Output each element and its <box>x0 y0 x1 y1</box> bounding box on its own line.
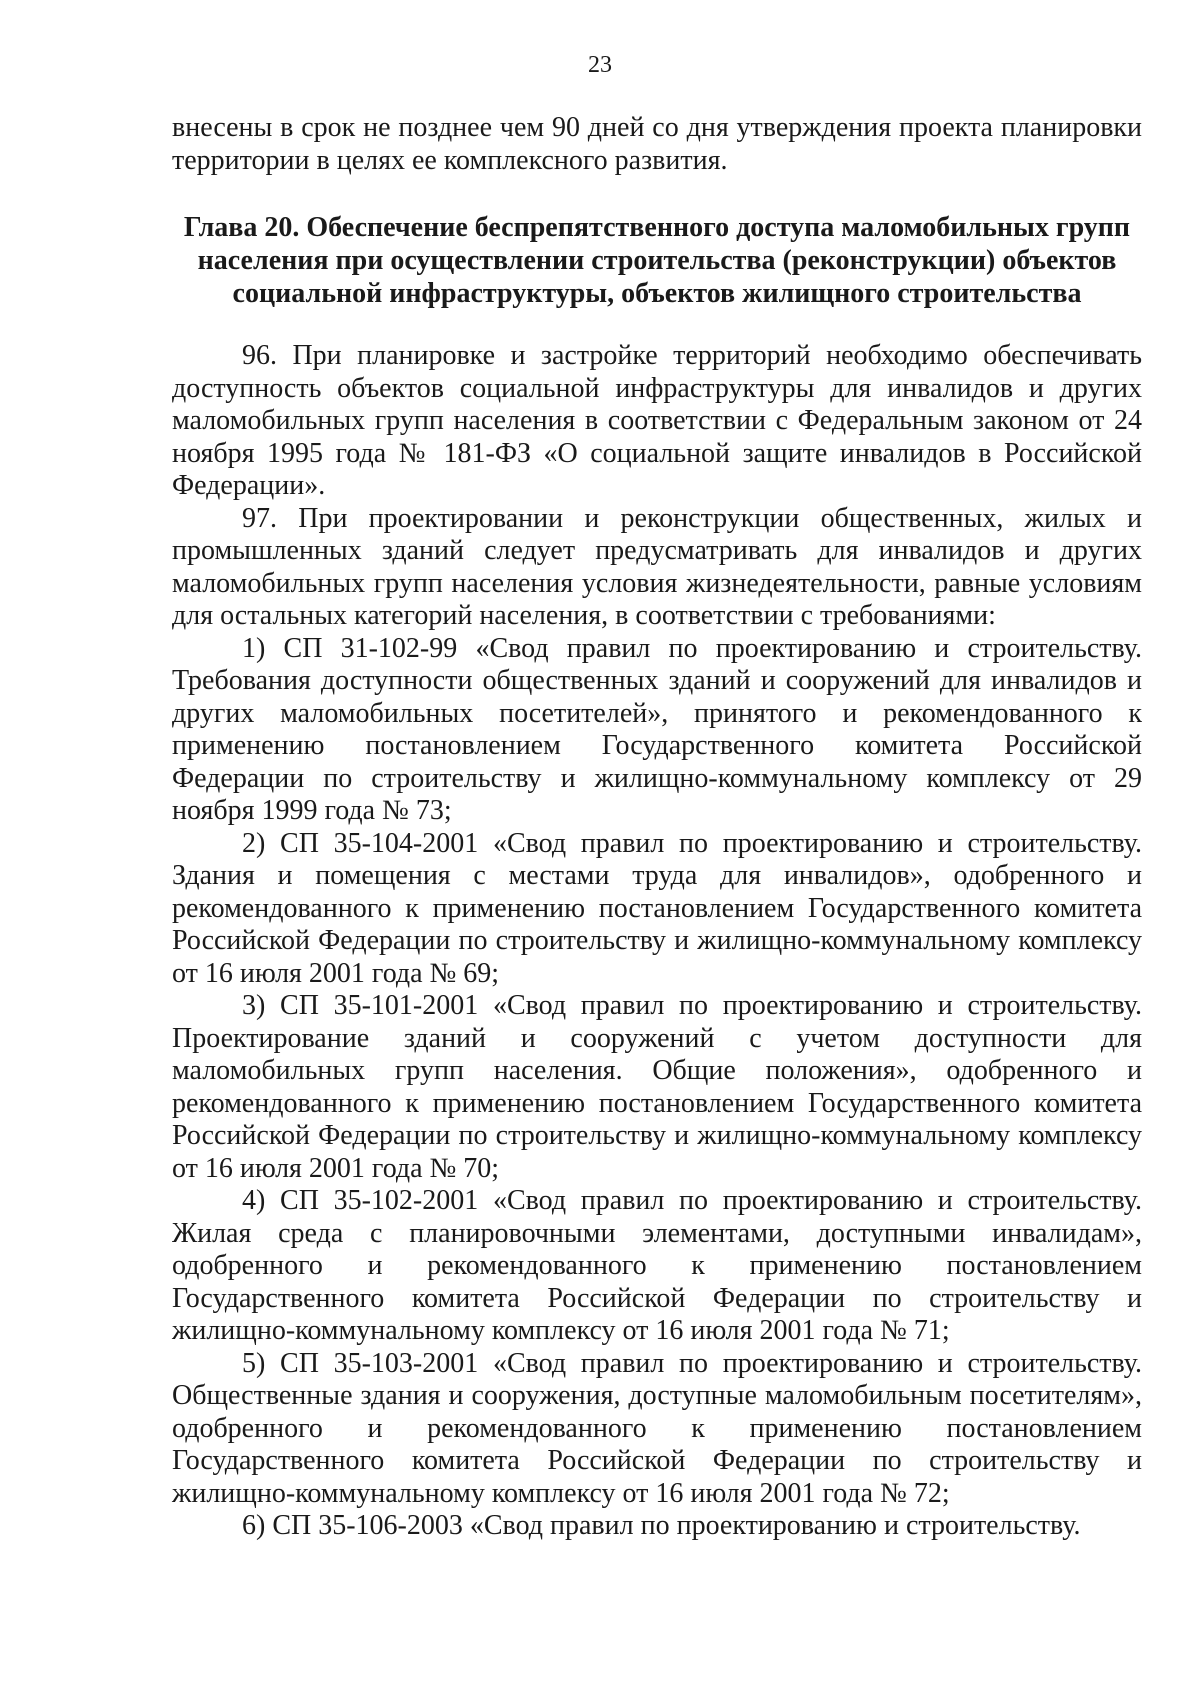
chapter-heading-line-3: социальной инфраструктуры, объектов жилищного строительства <box>232 278 1082 309</box>
page-number: 23 <box>588 52 612 78</box>
intro-paragraph: внесены в срок не позднее чем 90 дней со дня утверждения проекта планировки территории в целях ее комплексного развития. <box>172 112 1142 176</box>
paragraph-97: 97. При проектировании и реконструкции общественных, жилых и промышленных зданий следует предусматривать для инвалидов и других маломобильных групп населения условия жизнедеятельности, равные условиям для остальных категорий населения, в соответствии с требованиями: <box>172 502 1142 631</box>
chapter-heading-line-1: Глава 20. Обеспечение беспрепятственного доступа маломобильных групп <box>183 212 1131 243</box>
list-item-4: 4) СП 35-102-2001 «Свод правил по проектированию и строительству. Жилая среда с планировочными элементами, доступными инвалидам», одобренного и рекомендованного к применению постановлением Государственного комитета Российской Федерации по строительству и жилищно-коммунальному комплексу от 16 июля 2001 года № 71; <box>172 1185 1142 1346</box>
chapter-heading <box>172 211 1142 310</box>
list-item-5: 5) СП 35-103-2001 «Свод правил по проектированию и строительству. Общественные здания и сооружения, доступные маломобильным посетителям», одобренного и рекомендованного к применению постановлением Государственного комитета Российской Федерации по строительству и жилищно-коммунальному комплексу от 16 июля 2001 года № 72; <box>172 1347 1142 1509</box>
paragraph-96: 96. При планировке и застройке территорий необходимо обеспечивать доступность объектов социальной инфраструктуры для инвалидов и других маломобильных групп населения в соответствии с Федеральным законом от 24 ноября 1995 года № 181-ФЗ «О социальной защите инвалидов в Российской Федерации». <box>172 340 1142 501</box>
list-item-1: 1) СП 31-102-99 «Свод правил по проектированию и строительству. Требования доступности общественных зданий и сооружений для инвалидов и других маломобильных посетителей», принятого и рекомендованного к применению постановлением Государственного комитета Российской Федерации по строительству и жилищно-коммунальному комплексу от 29 ноября 1999 года № 73; <box>172 632 1142 826</box>
page-body <box>172 112 1142 1543</box>
list-item-2: 2) СП 35-104-2001 «Свод правил по проектированию и строительству. Здания и помещения с местами труда для инвалидов», одобренного и рекомендованного к применению постановлением Государственного комитета Российской Федерации по строительству и жилищно-коммунальному комплексу от 16 июля 2001 года № 69; <box>172 827 1142 989</box>
chapter-heading-line-2: населения при осуществлении строительства (реконструкции) объектов <box>197 245 1117 276</box>
list-item-6: 6) СП 35-106-2003 «Свод правил по проектированию и строительству. <box>242 1510 1081 1541</box>
list-item-3: 3) СП 35-101-2001 «Свод правил по проектированию и строительству. Проектирование зданий и сооружений с учетом доступности для маломобильных групп населения. Общие положения», одобренного и рекомендованного к применению постановлением Государственного комитета Российской Федерации по строительству и жилищно-коммунальному комплексу от 16 июля 2001 года № 70; <box>172 990 1142 1184</box>
